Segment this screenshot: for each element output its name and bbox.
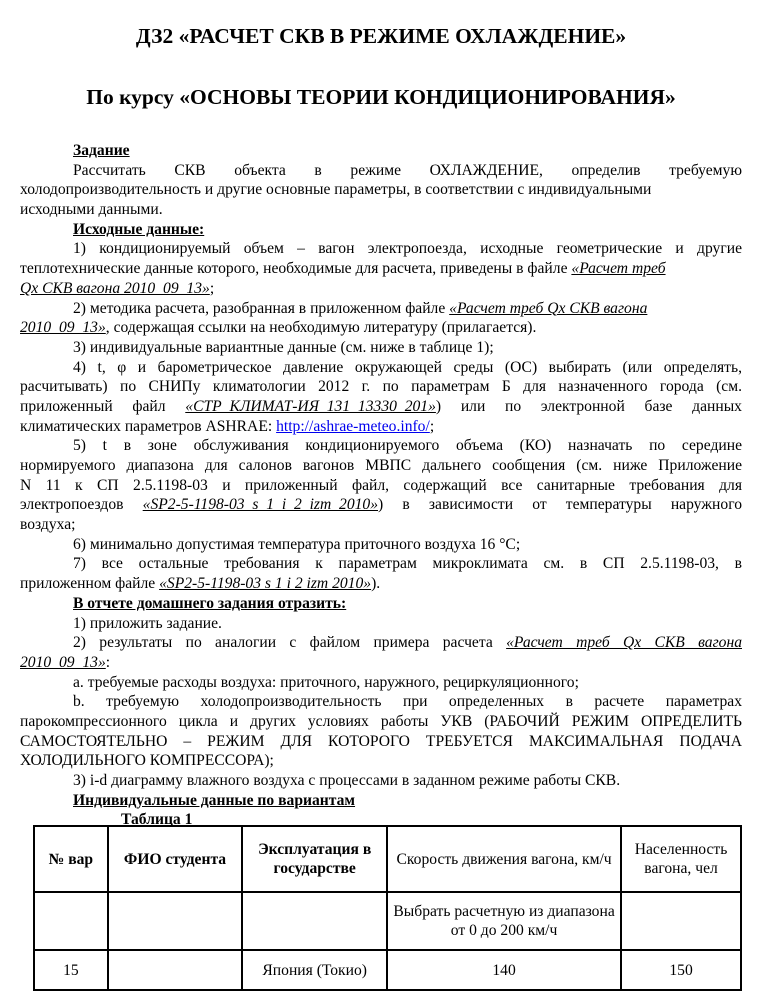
document-page xyxy=(20,0,742,830)
cell-student xyxy=(108,892,243,950)
input-item-6: 6) минимально допустимая температура приточного воздуха 16 °С; xyxy=(73,535,521,553)
file-link[interactable]: «Расчет треб Qx СКВ вагона xyxy=(506,634,742,652)
text-span: 2) методика расчета, разобранная в приложенном файле xyxy=(73,299,450,317)
input-item-3: 3) индивидуальные вариантные данные (см. ниже в таблице 1); xyxy=(73,338,494,356)
input-item-7: 7) все остальные требования к параметрам микроклимата см. в СП 2.5.1198-03, в xyxy=(73,555,742,573)
header-speed: Скорость движения вагона, км/ч xyxy=(387,826,621,892)
table-row xyxy=(34,892,741,950)
table-row xyxy=(34,950,741,990)
text-span: теплотехнические данные которого, необходимые для расчета, приведены в файле xyxy=(20,260,572,278)
cell-population: 150 xyxy=(621,950,741,990)
input-item-2-cont xyxy=(20,318,742,338)
input-item-4-cont xyxy=(20,417,742,437)
text-span: ) или по электронной базе данных xyxy=(435,397,742,415)
text-span: 2) результаты по аналогии с файлом примера расчета xyxy=(73,634,507,652)
input-item-4-cont xyxy=(20,397,742,417)
input-item-7-cont xyxy=(20,574,742,594)
task-text-line: исходными данными. xyxy=(20,201,163,219)
document-title: ДЗ2 «РАСЧЕТ СКВ В РЕЖИМЕ ОХЛАЖДЕНИЕ» xyxy=(135,24,627,48)
cell-population xyxy=(621,892,741,950)
input-item-1-cont xyxy=(20,279,742,299)
report-item-b-cont: САМОСТОЯТЕЛЬНО – РЕЖИМ ДЛЯ КОТОРОГО ТРЕБУЕТСЯ МАКСИМАЛЬНАЯ ПОДАЧА xyxy=(20,732,742,750)
input-item-5-cont: воздуха; xyxy=(20,516,76,534)
cell-variant xyxy=(34,892,108,950)
file-link[interactable]: «СТР_КЛИМАТ-ИЯ_131_13330_201» xyxy=(185,397,436,415)
variants-table xyxy=(33,825,742,991)
task-text-line: Рассчитать СКВ объекта в режиме ОХЛАЖДЕНИЕ, определив требуемую xyxy=(73,161,742,179)
text-span: ; xyxy=(209,279,215,297)
input-item-5-cont: N 11 к СП 2.5.1198-03 и приложенный файл, содержащий все санитарные требования для xyxy=(20,476,742,494)
cell-speed: 140 xyxy=(387,950,621,990)
text-span: ). xyxy=(371,575,381,593)
cell-student xyxy=(108,950,243,990)
text-span: приложенный файл xyxy=(20,397,186,415)
file-link[interactable]: «Расчет треб Qx СКВ вагона xyxy=(449,299,648,317)
text-span: ; xyxy=(429,417,435,435)
header-student: ФИО студента xyxy=(108,826,243,892)
cell-speed-note: Выбрать расчетную из диапазона от 0 до 200 км/ч xyxy=(387,892,621,950)
text-span: электропоездов xyxy=(20,496,143,514)
input-item-5-cont xyxy=(20,495,742,515)
task-text-line: холодопроизводительность и другие основные параметры, в соответствии с индивидуальными xyxy=(20,181,652,199)
file-link[interactable]: «SP2-5-1198-03 s 1 i 2 izm 2010» xyxy=(159,575,372,593)
input-item-1-cont xyxy=(20,259,742,279)
report-item-2 xyxy=(20,633,742,653)
header-population: Населенность вагона, чел xyxy=(621,826,741,892)
input-item-4-cont: расчитывать) по СНИПу климатологии 2012 г. по параметрам Б для назначенного города (см. xyxy=(20,378,742,396)
report-item-1: 1) приложить задание. xyxy=(73,614,222,632)
text-span: : xyxy=(105,653,111,671)
report-item-a: a. требуемые расходы воздуха: приточного, наружного, рециркуляционного; xyxy=(73,673,579,691)
file-link[interactable]: «Расчет треб xyxy=(571,260,666,278)
input-item-5-cont: нормируемого диапазона для салонов вагонов МВПС дальнего сообщения (см. ниже Приложение xyxy=(20,457,742,474)
text-span: приложенном файле xyxy=(20,575,160,593)
report-item-b: b. требуемую холодопроизводительность при определенных в расчете параметрах xyxy=(73,693,742,711)
report-item-b-cont: ХОЛОДИЛЬНОГО КОМПРЕССОРА); xyxy=(20,752,274,770)
text-span: ) в зависимости от температуры наружного xyxy=(378,496,742,514)
report-heading: В отчете домашнего задания отразить: xyxy=(73,594,347,612)
header-variant: № вар xyxy=(34,826,108,892)
report-item-b-cont: парокомпрессионного цикла и других условиях работы УКВ (РАБОЧИЙ РЕЖИМ ОПРЕДЕЛИТЬ xyxy=(20,712,742,730)
input-item-5: 5) t в зоне обслуживания кондиционируемого объема (КО) назначать по середине xyxy=(73,437,742,455)
cell-exploitation xyxy=(242,892,387,950)
document-body xyxy=(20,141,742,830)
report-item-2-cont xyxy=(20,653,742,673)
file-link[interactable]: Qx СКВ вагона 2010_09_13» xyxy=(20,279,210,297)
input-item-4: 4) t, φ и барометрическое давление окружающей среды (ОС) выбирать (или определять, xyxy=(73,358,742,376)
task-heading: Задание xyxy=(73,142,130,159)
table-header-row xyxy=(34,826,741,892)
text-span: климатических параметров ASHRAE: xyxy=(20,417,277,435)
file-link[interactable]: 2010_09_13» xyxy=(20,653,106,671)
ashrae-link[interactable]: http://ashrae-meteo.info/ xyxy=(276,417,430,435)
cell-variant: 15 xyxy=(34,950,108,990)
text-span: , содержащая ссылки на необходимую литературу (прилагается). xyxy=(105,319,537,337)
cell-exploitation: Япония (Токио) xyxy=(242,950,387,990)
individual-heading: Индивидуальные данные по вариантам xyxy=(73,791,356,809)
table-caption: Таблица 1 xyxy=(121,811,193,829)
input-item-2 xyxy=(20,299,742,319)
report-item-3: 3) i-d диаграмму влажного воздуха с процессами в заданном режиме работы СКВ. xyxy=(73,772,621,789)
file-link[interactable]: 2010_09_13» xyxy=(20,319,106,337)
input-heading: Исходные данные: xyxy=(73,220,205,238)
course-title: По курсу «ОСНОВЫ ТЕОРИИ КОНДИЦИОНИРОВАНИЯ» xyxy=(86,85,676,109)
input-item-1: 1) кондиционируемый объем – вагон электропоезда, исходные геометрические и другие xyxy=(73,240,742,258)
header-exploitation: Эксплуатация в государстве xyxy=(242,826,387,892)
file-link[interactable]: «SP2-5-1198-03_s_1_i_2_izm_2010» xyxy=(142,496,379,514)
